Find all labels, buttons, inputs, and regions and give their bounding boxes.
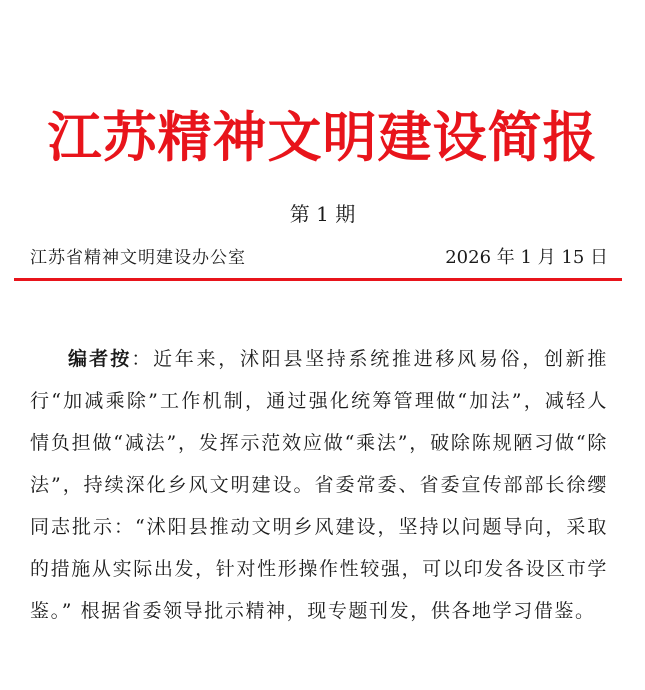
issue-date: 2026 年 1 月 15 日 bbox=[445, 247, 608, 268]
editor-note-label: 编者按 bbox=[68, 348, 132, 370]
issuing-organization: 江苏省精神文明建设办公室 bbox=[30, 248, 246, 268]
publisher-date-row bbox=[30, 244, 608, 272]
editor-note-paragraph bbox=[30, 338, 608, 632]
red-divider-rule bbox=[14, 278, 622, 281]
editor-note-label-colon: ： bbox=[131, 348, 154, 370]
editor-note-text: 近年来，沭阳县坚持系统推进移风易俗，创新推行“加减乘除”工作机制，通过强化统筹管理做“加法”，减轻人情负担做“减法”，发挥示范效应做“乘法”，破除陈规陋习做“除法”，持续深化乡风文明建设。省委常委、省委宣传部部长徐缨同志批示：“沭阳县推动文明乡风建设，坚持以问题导向，采取的措施从实际出发，针对性形操作性较强，可以印发各设区市学鉴。” 根据省委领导批示精神，现专题刊发，供各地学习借鉴。 bbox=[30, 348, 608, 622]
issue-number: 第 1 期 bbox=[289, 202, 356, 226]
bulletin-masthead-title: 江苏精神文明建设简报 bbox=[47, 105, 598, 169]
